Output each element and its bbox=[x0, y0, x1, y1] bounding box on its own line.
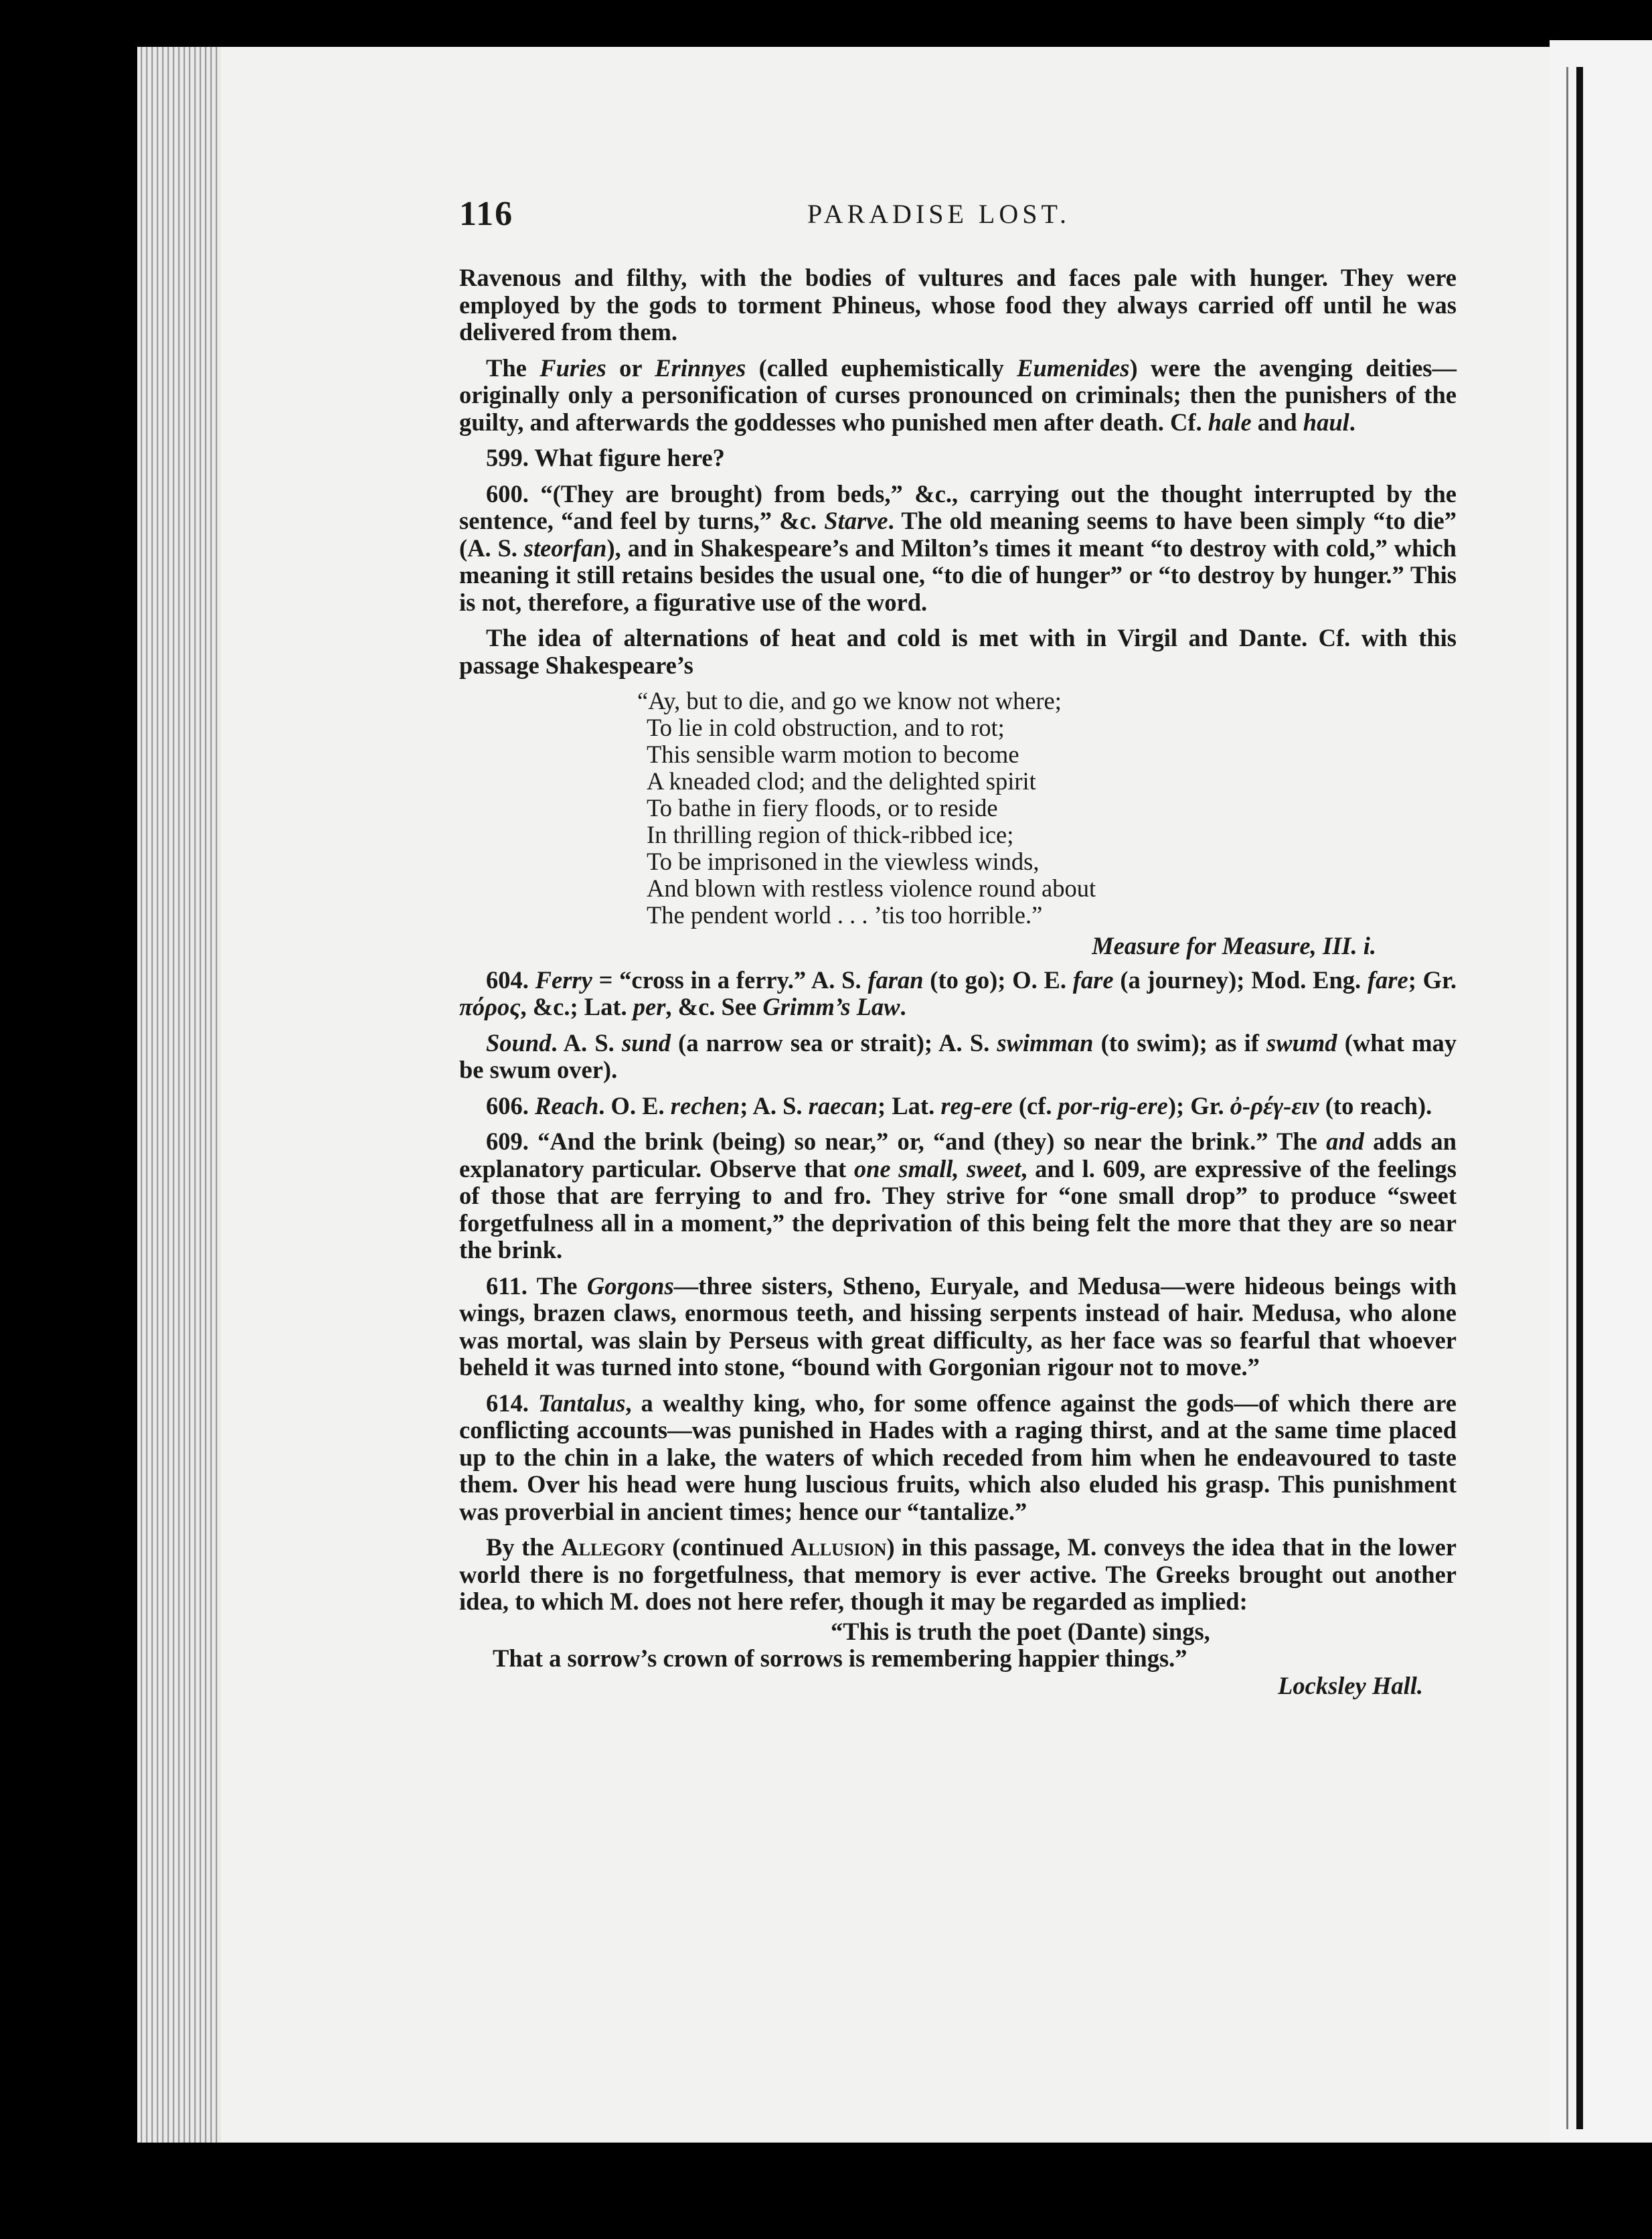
closing-quote-line: That a sorrow’s crown of sorrows is remembering happier things.” bbox=[493, 1644, 1187, 1672]
scan-background bbox=[0, 2143, 1652, 2239]
verse-line: A kneaded clod; and the delighted spirit bbox=[647, 767, 1036, 795]
paragraph-ravenous: Ravenous and filthy, with the bodies of vultures and faces pale with hunger. They were employed by the gods to torment Phineus, whose food they always carried off until he was delivered from them. bbox=[459, 264, 1457, 345]
note-599: 599. What figure here? bbox=[486, 444, 725, 471]
verse-line: In thrilling region of thick-ribbed ice; bbox=[647, 821, 1014, 848]
verse-line: To be imprisoned in the viewless winds, bbox=[647, 848, 1040, 875]
page-body bbox=[459, 264, 1457, 1699]
closing-quote-attribution: Locksley Hall. bbox=[1278, 1671, 1423, 1699]
paragraph-furies: The Furies or Erinnyes (called euphemistically Eumenides) were the avenging deities—originally only a personification of curses pronounced on criminals; then the punishers of the guilty, and afterwards the goddesses who punished men after death. Cf. hale and haul. bbox=[459, 354, 1457, 436]
verse-quote bbox=[459, 688, 1457, 929]
note-600: 600. “(They are brought) from beds,” &c., carrying out the thought interrupted by the sentence, “and feel by turns,” &c. Starve. The old meaning seems to have been simply “to die” (A. S. steorfan), and in Shakespeare’s and Milton’s times it meant “to destroy with cold,” which meaning it still retains besides the usual one, “to die of hunger” or “to destroy by hunger.” This is not, therefore, a figurative use of the word. bbox=[459, 479, 1457, 616]
closing-quote-line: “This is truth the poet (Dante) sings, bbox=[831, 1617, 1210, 1645]
verse-line: To bathe in fiery floods, or to reside bbox=[647, 794, 998, 822]
verse-line: And blown with restless violence round about bbox=[647, 874, 1096, 902]
paragraph-idea: The idea of alternations of heat and cold is met with in Virgil and Dante. Cf. with this passage Shakespeare’s bbox=[459, 624, 1457, 679]
note-611: 611. The Gorgons—three sisters, Stheno, Euryale, and Medusa—were hideous beings with wings, brazen claws, enormous teeth, and hissing serpents instead of hair. Medusa, who alone was mortal, was slain by Perseus with great difficulty, as her face was so fearful that whoever beheld it was turned into stone, “bound with Gorgonian rigour not to move.” bbox=[459, 1271, 1457, 1381]
note-606: 606. Reach. O. E. rechen; A. S. raecan; Lat. reg-ere (cf. por-rig-ere); Gr. ὀ-ρέγ-ειν (to reach). bbox=[486, 1091, 1432, 1120]
note-614: 614. Tantalus, a wealthy king, who, for some offence against the gods—of which there are conflicting accounts—was punished in Hades with a raging thirst, and at the same time placed up to the chin in a lake, the waters of which receded from him when he endeavoured to taste them. Over his head were hung luscious fruits, which also eluded his grasp. This punishment was proverbial in ancient times; hence our “tantalize.” bbox=[459, 1389, 1457, 1525]
page-header bbox=[459, 194, 1457, 241]
verse-line: To lie in cold obstruction, and to rot; bbox=[647, 714, 1005, 741]
verse-attribution: Measure for Measure, III. i. bbox=[1092, 932, 1376, 959]
running-title: PARADISE LOST. bbox=[807, 199, 1070, 229]
paragraph-allegory: By the Allegory (continued Allusion) in this passage, M. conveys the idea that in the lower world there is no forgetfulness, that memory is ever active. The Greeks brought out another idea, to which M. does not here refer, though it may be regarded as implied: bbox=[459, 1533, 1457, 1615]
facing-page-edge bbox=[1550, 40, 1652, 2143]
verse-line: The pendent world . . . ’tis too horrible.” bbox=[647, 901, 1043, 929]
verse-line: “Ay, but to die, and go we know not where; bbox=[637, 687, 1062, 714]
closing-quote bbox=[459, 1618, 1457, 1700]
page-number: 116 bbox=[459, 195, 514, 233]
note-604: 604. Ferry = “cross in a ferry.” A. S. faran (to go); O. E. fare (a journey); Mod. Eng. fare; Gr. πόρος, &c.; Lat. per, &c. See Grimm’s Law. bbox=[459, 966, 1457, 1020]
verse-line: This sensible warm motion to become bbox=[647, 741, 1019, 768]
note-sound: Sound. A. S. sund (a narrow sea or strait); A. S. swimman (to swim); as if swumd (what may be swum over). bbox=[459, 1028, 1457, 1083]
note-609: 609. “And the brink (being) so near,” or, “and (they) so near the brink.” The and adds an explanatory particular. Observe that one small, sweet, and l. 609, are expressive of the feelings of those that are ferrying to and fro. They strive for “one small drop” to produce “sweet forgetfulness all in a moment,” the deprivation of this being felt the more that they are so near the brink. bbox=[459, 1128, 1457, 1263]
